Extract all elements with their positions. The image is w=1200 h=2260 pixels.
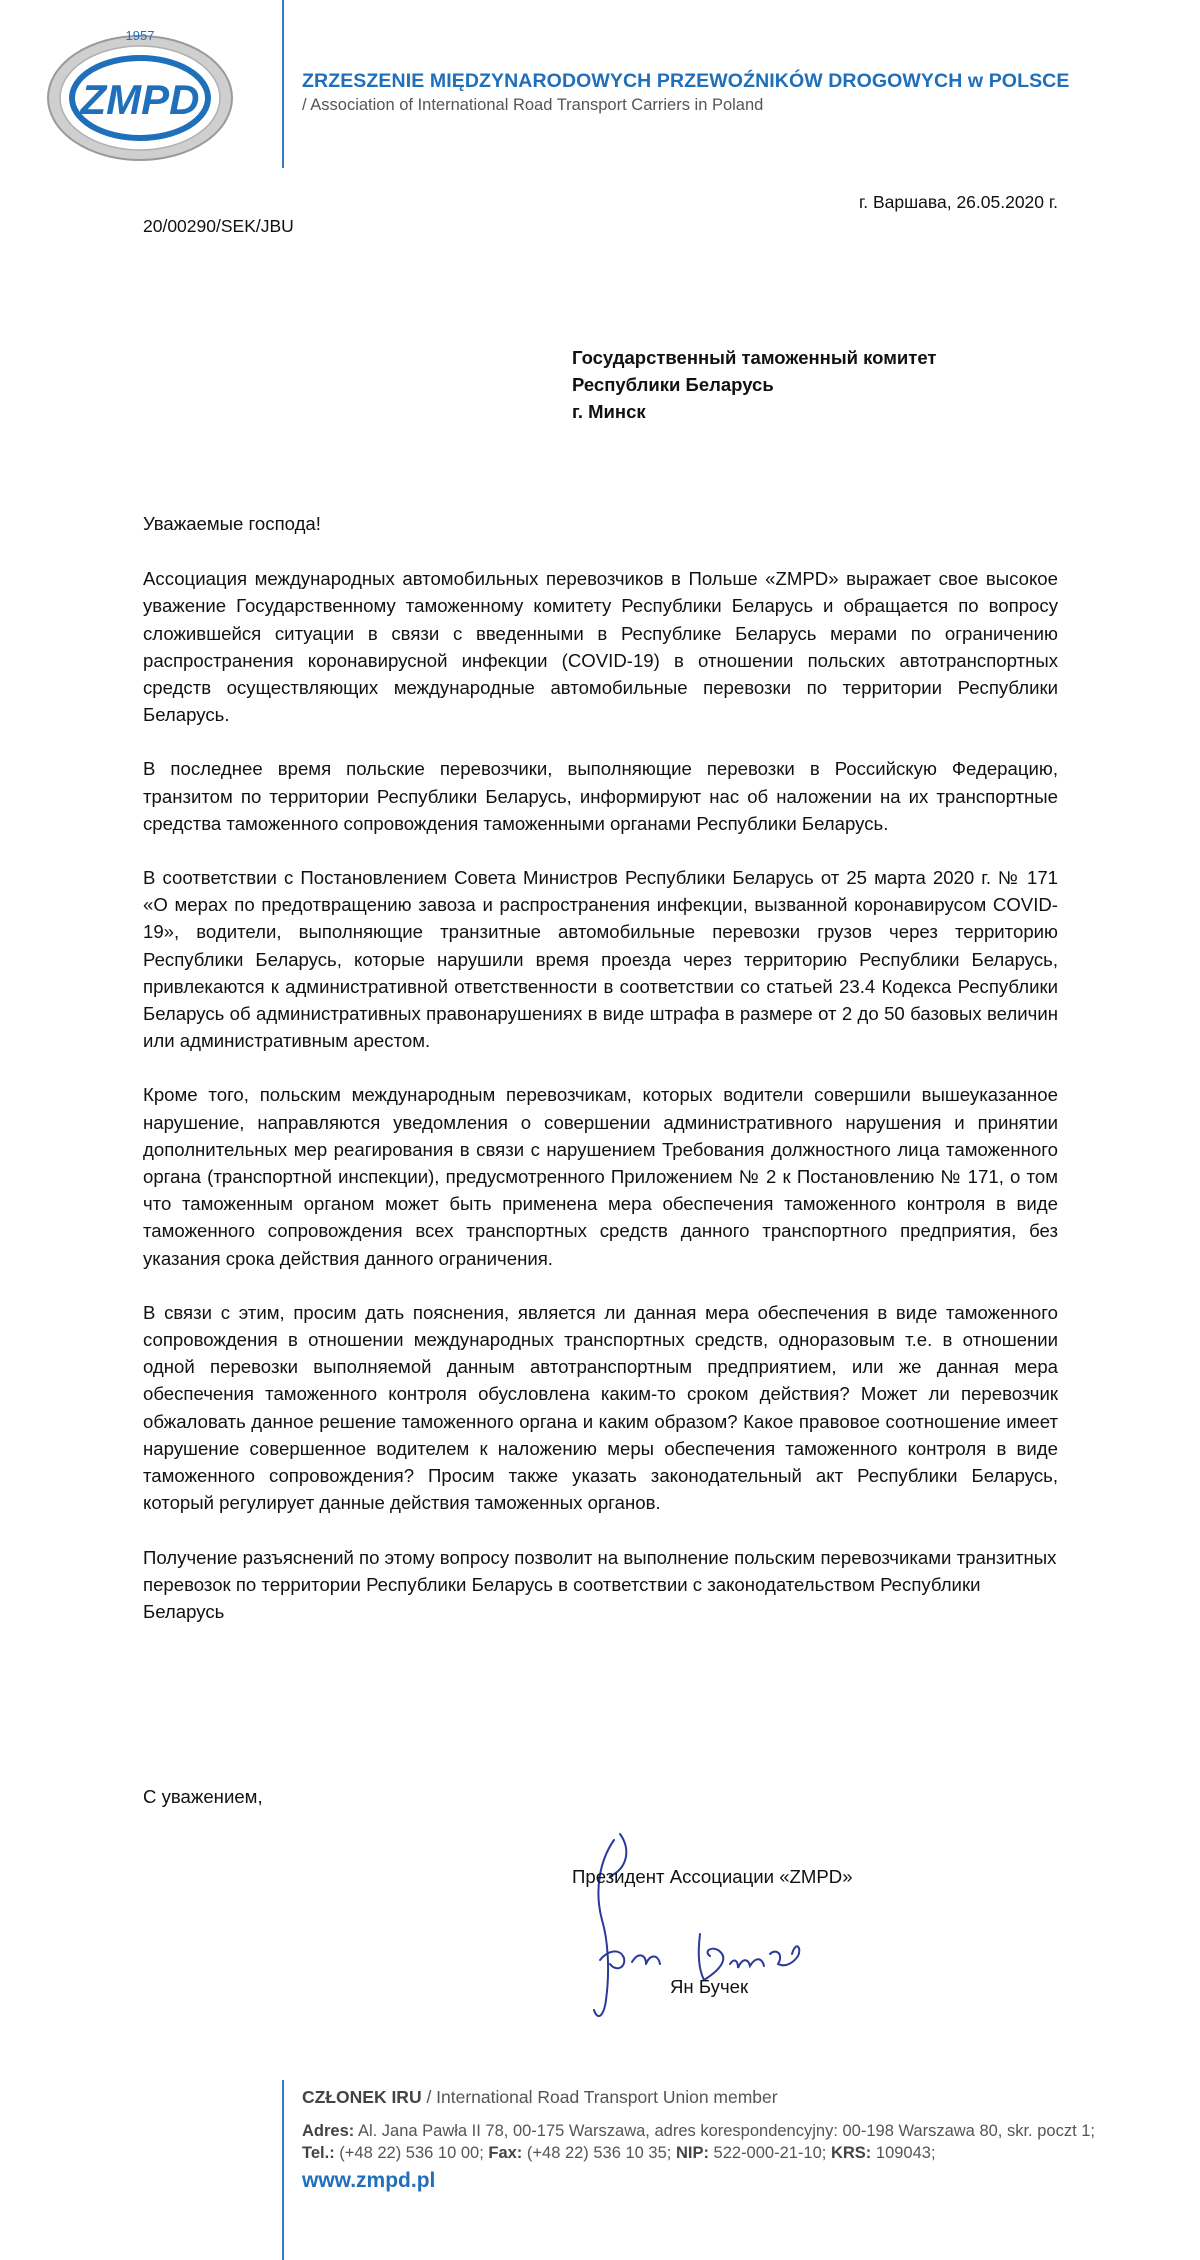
handwritten-signature xyxy=(580,1830,840,2030)
addressee-block xyxy=(572,344,936,425)
body-paragraph: В соответствии с Постановлением Совета Министров Республики Беларусь от 25 марта 2020 г. № 171 «О мерах по предотвращению завоза и распространения инфекции, вызванной коронавирусом COVID-19», водители, выполняющие транзитные автомобильные перевозки грузов через территорию Республики Беларусь, которые нарушили время проезда через территорию Республики Беларусь, привлекаются к административной ответственности в соответствии со статьей 23.4 Кодекса Республики Беларусь об административных правонарушениях в виде штрафа в размере от 2 до 50 базовых величин или административным арестом. xyxy=(143,867,1058,1052)
closing: С уважением, xyxy=(143,1786,263,1807)
signatory-title: Президент Ассоциации «ZMPD» xyxy=(572,1866,853,1887)
address-label: Adres: xyxy=(302,2122,355,2140)
zmpd-logo xyxy=(44,26,236,164)
addressee-line: Государственный таможенный комитет xyxy=(572,347,937,368)
contact-line xyxy=(302,2142,1095,2164)
logo-text: ZMPD xyxy=(80,76,200,123)
header-divider-line xyxy=(282,0,284,168)
footer xyxy=(302,2086,1095,2192)
place-date: г. Варшава, 26.05.2020 г. xyxy=(859,192,1058,212)
logo-year: 1957 xyxy=(125,28,155,43)
krs-value: 109043; xyxy=(871,2144,936,2162)
salutation: Уважаемые господа! xyxy=(143,513,321,534)
body-paragraph: Кроме того, польским международным перевозчикам, которых водители совершили вышеуказанное нарушение, направляются уведомления о совершении административного нарушения и принятии дополнительных мер реагирования в связи с нарушением Требования должностного лица таможенного органа (транспортной инспекции), предусмотренного Приложением № 2 к Постановлению № 171, о том что таможенным органом может быть применена мера обеспечения таможенного контроля в виде таможенного сопровождения всех транспортных средств данного транспортного предприятия, без указания срока действия данного ограничения. xyxy=(143,1084,1058,1269)
body-paragraph: Получение разъяснений по этому вопросу позволит на выполнение польским перевозчиками транзитных перевозок по территории Республики Беларусь в соответствии с законодательством Республики Беларусь xyxy=(143,1546,1057,1622)
tel-label: Tel.: xyxy=(302,2144,335,2162)
fax-label: Fax: xyxy=(488,2144,523,2162)
body-paragraph: В связи с этим, просим дать пояснения, является ли данная мера обеспечения в виде таможенного сопровождения в отношении международных транспортных средств, одноразовым т.е. в отношении одной перевозки выполняемой данным автотранспортным предприятием, или же данная мера обеспечения таможенного контроля обусловлена каким-то сроком действия? Может ли перевозчик обжаловать данное решение таможенного органа и каким образом? Какое правовое соотношение имеет нарушение совершенное водителем к наложению меры обеспечения таможенного контроля в виде таможенного сопровождения? Просим также указать законодательный акт Республики Беларусь, который регулирует данные действия таможенных органов. xyxy=(143,1301,1058,1514)
iru-membership xyxy=(302,2086,1095,2108)
body-paragraph: В последнее время польские перевозчики, выполняющие перевозки в Российскую Федерацию, транзитом по территории Республики Беларусь, информируют нас об наложении на их транспортные средства таможенного сопровождения таможенными органами Республики Беларусь. xyxy=(143,758,1058,834)
org-name: ZRZESZENIE MIĘDZYNARODOWYCH PRZEWOŹNIKÓW DROGOWYCH w POLSCE xyxy=(302,70,1070,92)
address-line xyxy=(302,2120,1095,2142)
iru-member-text: / International Road Transport Union member xyxy=(421,2087,778,2107)
nip-value: 522-000-21-10; xyxy=(708,2144,831,2162)
footer-divider-line xyxy=(282,2080,284,2260)
fax-value: (+48 22) 536 10 35; xyxy=(522,2144,676,2162)
krs-label: KRS: xyxy=(830,2144,872,2162)
org-subtitle: / Association of International Road Transport Carriers in Poland xyxy=(302,96,764,114)
website-link[interactable]: www.zmpd.pl xyxy=(302,2169,436,2192)
body-paragraph: Ассоциация международных автомобильных перевозчиков в Польше «ZMPD» выражает свое высокое уважение Государственному таможенному комитету Республики Беларусь и обращается по вопросу сложившейся ситуации в связи с введенными в Республике Беларусь мерами по ограничению распространения коронавирусной инфекции (COVID-19) в отношении польских автотранспортных средств осуществляющих международные автомобильные перевозки по территории Республики Беларусь. xyxy=(143,568,1058,726)
signatory-name: Ян Бучек xyxy=(670,1976,749,1997)
addressee-line: Республики Беларусь xyxy=(572,374,774,395)
addressee-line: г. Минск xyxy=(572,401,646,422)
letter-body xyxy=(143,510,1058,1652)
nip-label: NIP: xyxy=(675,2144,709,2162)
address-value: Al. Jana Pawła II 78, 00-175 Warszawa, adres korespondencyjny: 00-198 Warszawa 80, skr. poczt 1; xyxy=(354,2122,1096,2140)
iru-member-label: CZŁONEK IRU xyxy=(302,2087,422,2107)
tel-value: (+48 22) 536 10 00; xyxy=(334,2144,489,2162)
reference-number: 20/00290/SEK/JBU xyxy=(143,216,294,236)
